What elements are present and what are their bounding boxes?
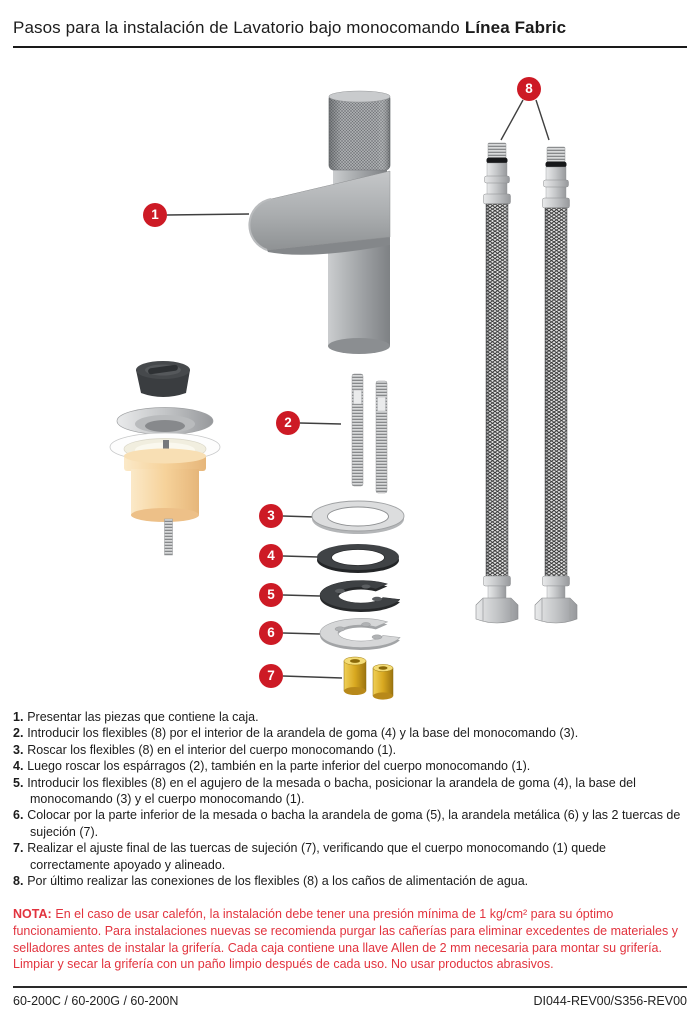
rubber-washer-illustration	[317, 544, 399, 573]
page-title-regular: Pasos para la instalación de Lavatorio bajo monocomando	[13, 18, 460, 37]
step-2-text: Introducir los flexibles (8) por el interior de la arandela de goma (4) y la base del monocomando (3).	[27, 726, 579, 741]
step-1-number: 1.	[13, 710, 24, 724]
step-4-text: Luego roscar los espárragos (2), también en la parte inferior del cuerpo monocomando (1).	[27, 759, 531, 774]
flexible-hose-left	[476, 143, 518, 623]
step-7-text: Realizar el ajuste final de las tuercas de sujeción (7), verificando que el cuerpo monocomando (1) quede correctamente apoyado y alineado.	[27, 841, 606, 872]
footer-divider	[13, 986, 687, 988]
step-5-number: 5.	[13, 775, 24, 790]
flexible-hoses-illustration	[476, 143, 577, 623]
callout-3-badge: 3	[259, 504, 283, 528]
footer-model-codes: 60-200C / 60-200G / 60-200N	[13, 994, 179, 1008]
step-5-text: Introducir los flexibles (8) en el agujero de la mesada o bacha, posicionar la arandela de goma (4), la base del monocomando (3) y el cuerpo monocomando (1).	[27, 775, 636, 807]
footer-document-code: DI044-REV00/S356-REV00	[533, 994, 687, 1008]
callout-6-badge: 6	[259, 621, 283, 645]
page-title-product-line: Línea Fabric	[464, 18, 567, 37]
threaded-studs-illustration	[352, 374, 387, 493]
step-7	[13, 840, 687, 873]
step-4-number: 4.	[13, 759, 24, 774]
brass-nuts-illustration	[344, 657, 393, 700]
step-7-number: 7.	[13, 841, 24, 856]
step-8-number: 8.	[13, 874, 24, 889]
metal-horseshoe-washer-illustration	[320, 619, 400, 650]
callout-4-badge: 4	[259, 544, 283, 568]
callout-2-badge: 2	[276, 411, 300, 435]
callout-7-badge: 7	[259, 664, 283, 688]
drain-assembly-illustration	[110, 361, 220, 555]
metal-washer-illustration	[312, 501, 404, 534]
step-3-number: 3.	[13, 742, 24, 757]
flexible-hose-right	[535, 147, 577, 623]
nota-label: NOTA:	[13, 907, 52, 921]
step-3	[13, 742, 687, 758]
step-2-number: 2.	[13, 726, 24, 741]
nota-section	[13, 906, 689, 973]
step-1-text: Presentar las piezas que contiene la caja.	[27, 710, 259, 724]
step-5	[13, 775, 687, 808]
step-2	[13, 725, 687, 741]
step-6	[13, 807, 687, 840]
installation-steps-list	[13, 709, 687, 889]
nota-text: En el caso de usar calefón, la instalación debe tener una presión mínima de 1 kg/cm² para su óptimo funcionamiento. Para instalaciones nuevas se recomienda purgar las cañerías para eliminar excedentes de materiales y selladores antes de instalar la grifería. Cada caja contiene una llave Allen de 2 mm necesaria para montar su grifería. Limpiar y secar la grifería con un paño limpio después de cada uso. No usar productos abrasivos.	[13, 907, 678, 972]
callout-1-badge: 1	[143, 203, 167, 227]
step-4	[13, 758, 687, 774]
step-6-text: Colocar por la parte inferior de la mesada o bacha la arandela de goma (5), la arandela metálica (6) y las 2 tuercas de sujeción (7).	[27, 808, 681, 839]
step-1	[13, 709, 687, 725]
rubber-horseshoe-washer-illustration	[320, 581, 400, 613]
callout-8-badge: 8	[517, 77, 541, 101]
footer	[13, 994, 687, 1008]
step-6-number: 6.	[13, 808, 24, 823]
faucet-monocomando-illustration	[249, 91, 390, 354]
step-8-text: Por último realizar las conexiones de los flexibles (8) a los caños de alimentación de agua.	[27, 874, 529, 889]
step-3-text: Roscar los flexibles (8) en el interior del cuerpo monocomando (1).	[27, 742, 397, 757]
callout-5-badge: 5	[259, 583, 283, 607]
step-8	[13, 873, 687, 889]
